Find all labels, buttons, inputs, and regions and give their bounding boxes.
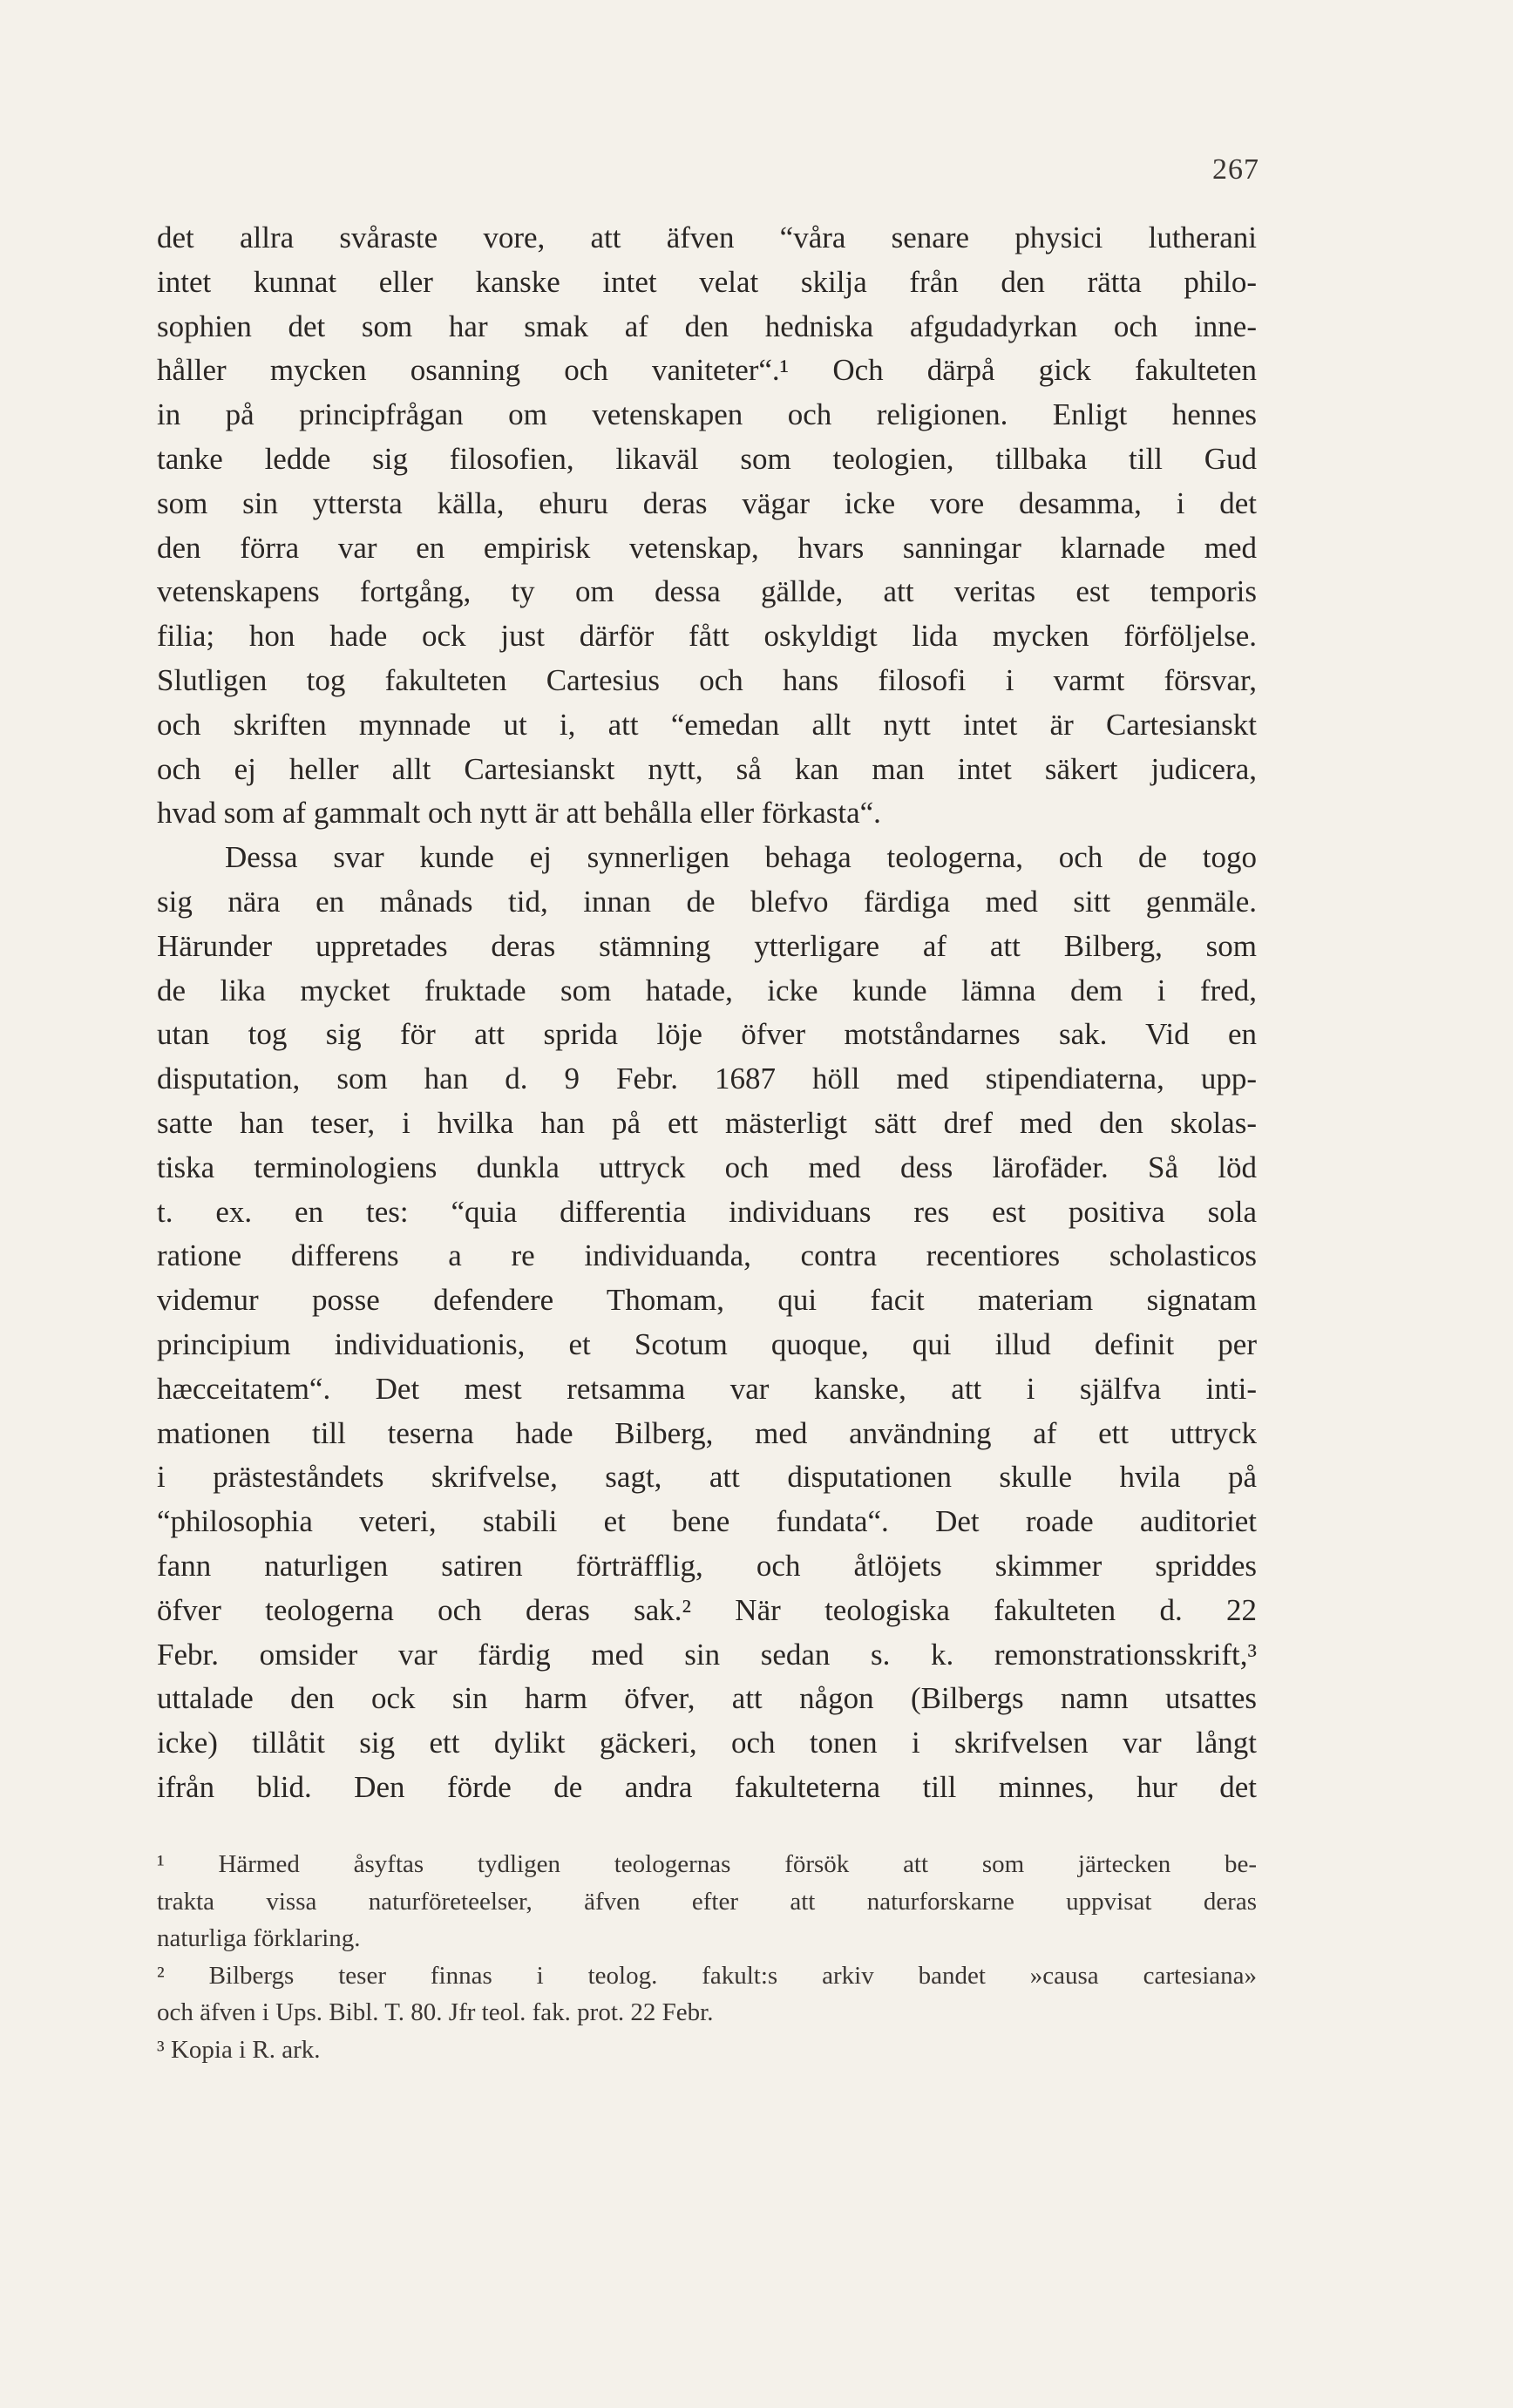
text-line: Dessa svar kunde ej synnerligen behaga teologerna, och de togo: [225, 840, 1257, 875]
text-line: principium individuationis, et Scotum quoque, qui illud definit per: [157, 1326, 1257, 1361]
text-line: disputation, som han d. 9 Febr. 1687 höll med stipendiaterna, upp-: [157, 1062, 1257, 1096]
footnotes: [157, 1846, 1257, 2068]
footnote-line: trakta vissa naturföreteelser, äfven efter att naturforskarne uppvisat deras: [157, 1887, 1257, 1916]
body-text: [157, 216, 1257, 1810]
text-line: ratione differens a re individuanda, contra recentiores scholasticos: [157, 1238, 1257, 1273]
footnote-line: ² Bilbergs teser finnas i teolog. fakult:s arkiv bandet »causa cartesiana»: [157, 1961, 1257, 1990]
text-line: satte han teser, i hvilka han på ett mästerligt sätt dref med den skolas-: [157, 1105, 1257, 1140]
text-line: de lika mycket fruktade som hatade, icke kunde lämna dem i fred,: [157, 973, 1257, 1007]
text-line: hæcceitatem“. Det mest retsamma var kanske, att i själfva inti-: [157, 1371, 1257, 1406]
text-line: Härunder uppretades deras stämning ytterligare af att Bilberg, som: [157, 928, 1257, 963]
text-line: uttalade den ock sin harm öfver, att någon (Bilbergs namn utsattes: [157, 1681, 1257, 1716]
text-line: ifrån blid. Den förde de andra fakulteterna till minnes, hur det: [157, 1769, 1257, 1804]
text-line: och skriften mynnade ut i, att “emedan allt nytt intet är Cartesianskt: [157, 707, 1257, 742]
text-line: “philosophia veteri, stabili et bene fundata“. Det roade auditoriet: [157, 1504, 1257, 1539]
text-line: Slutligen tog fakulteten Cartesius och hans filosofi i varmt försvar,: [157, 662, 1257, 697]
text-line: sig nära en månads tid, innan de blefvo färdiga med sitt genmäle.: [157, 884, 1257, 919]
text-line: tanke ledde sig filosofien, likaväl som teologien, tillbaka till Gud: [157, 441, 1257, 476]
text-line: i prästeståndets skrifvelse, sagt, att disputationen skulle hvila på: [157, 1460, 1257, 1495]
text-line: in på principfrågan om vetenskapen och religionen. Enligt hennes: [157, 397, 1257, 432]
text-line: det allra svåraste vore, att äfven “våra senare physici lutherani: [157, 220, 1257, 254]
footnote-line: och äfven i Ups. Bibl. T. 80. Jfr teol. fak. prot. 22 Febr.: [157, 1998, 714, 2026]
text-line: håller mycken osanning och vaniteter“.¹ Och därpå gick fakulteten: [157, 353, 1257, 388]
footnote-line: ³ Kopia i R. ark.: [157, 2035, 321, 2064]
text-line: öfver teologerna och deras sak.² När teologiska fakulteten d. 22: [157, 1592, 1257, 1627]
footnote-line: naturliga förklaring.: [157, 1924, 361, 1952]
text-line: och ej heller allt Cartesianskt nytt, så kan man intet säkert judicera,: [157, 751, 1257, 786]
text-line: tiska terminologiens dunkla uttryck och med dess lärofäder. Så löd: [157, 1150, 1257, 1184]
text-line: fann naturligen satiren förträfflig, och åtlöjets skimmer spriddes: [157, 1548, 1257, 1583]
text-line: videmur posse defendere Thomam, qui facit materiam signatam: [157, 1283, 1257, 1318]
text-line: t. ex. en tes: “quia differentia individuans res est positiva sola: [157, 1194, 1257, 1229]
footnote-line: ¹ Härmed åsyftas tydligen teologernas försök att som järtecken be-: [157, 1850, 1257, 1878]
text-line: hvad som af gammalt och nytt är att behålla eller förkasta“.: [157, 796, 881, 831]
text-line: som sin yttersta källa, ehuru deras vägar icke vore desamma, i det: [157, 485, 1257, 520]
text-line: den förra var en empirisk vetenskap, hvars sanningar klarnade med: [157, 530, 1257, 565]
text-line: icke) tillåtit sig ett dylikt gäckeri, och tonen i skrifvelsen var långt: [157, 1726, 1257, 1760]
text-line: mationen till teserna hade Bilberg, med användning af ett uttryck: [157, 1415, 1257, 1450]
page-number: 267: [1212, 153, 1259, 186]
text-line: sophien det som har smak af den hedniska afgudadyrkan och inne-: [157, 309, 1257, 343]
text-line: filia; hon hade ock just därför fått oskyldigt lida mycken förföljelse.: [157, 619, 1257, 654]
text-line: vetenskapens fortgång, ty om dessa gällde, att veritas est temporis: [157, 574, 1257, 609]
text-line: utan tog sig för att sprida löje öfver motståndarnes sak. Vid en: [157, 1017, 1257, 1052]
text-line: intet kunnat eller kanske intet velat skilja från den rätta philo-: [157, 264, 1257, 299]
text-line: Febr. omsider var färdig med sin sedan s. k. remonstrationsskrift,³: [157, 1637, 1257, 1672]
